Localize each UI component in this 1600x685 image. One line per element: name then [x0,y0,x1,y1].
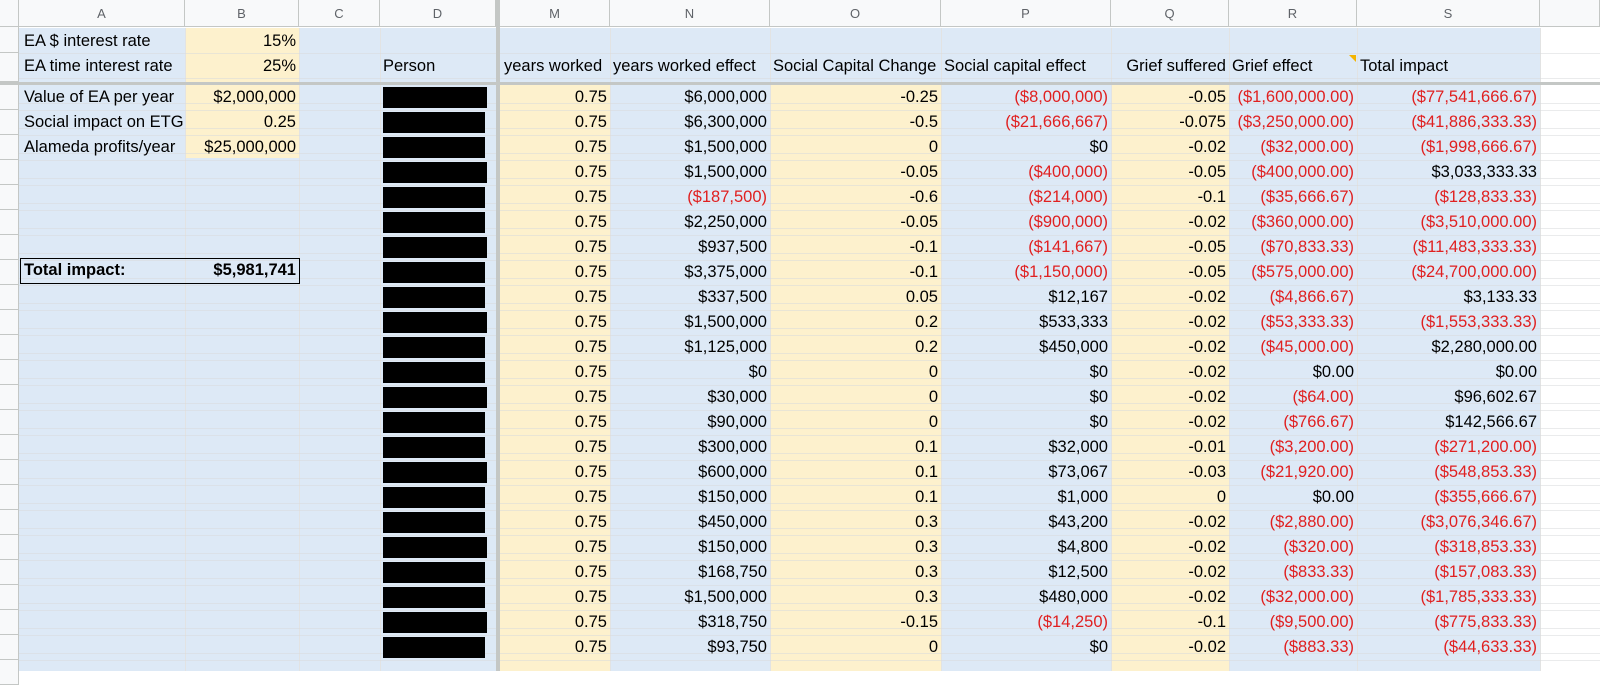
grief-effect-cell[interactable]: ($320.00) [1283,538,1354,556]
redacted-person-name [383,312,487,333]
grief-suffered-cell[interactable]: -0.02 [1188,413,1226,431]
row-header[interactable] [0,335,19,360]
grief-effect-cell[interactable]: ($53,333.33) [1260,313,1354,331]
col-header-s[interactable]: S [1357,0,1540,27]
redacted-person-name [383,387,487,408]
social-capital-effect-cell[interactable]: ($400,000) [1028,163,1108,181]
grief-suffered-cell[interactable]: -0.02 [1188,363,1226,381]
param-alameda-label[interactable]: Alameda profits/year [24,138,176,156]
row-header[interactable] [0,635,19,660]
years-worked-cell[interactable]: 0.75 [574,388,607,406]
years-worked-cell[interactable]: 0.75 [574,588,607,606]
redacted-person-name [383,512,485,533]
years-worked-cell[interactable]: 0.75 [574,413,607,431]
redacted-person-name [383,362,485,383]
grief-effect-cell[interactable]: ($3,200.00) [1269,438,1354,456]
social-capital-change-cell[interactable]: 0.2 [915,313,938,331]
param-social-label[interactable]: Social impact on ETG [24,113,184,131]
total-impact-label[interactable]: Total impact: [24,261,126,279]
grief-effect-cell[interactable]: ($64.00) [1292,388,1354,406]
row-header[interactable] [0,435,19,460]
row-header[interactable] [0,110,19,135]
total-impact-cell[interactable]: ($24,700,000.00) [1411,263,1537,281]
param-ea-time-value[interactable]: 25% [262,57,296,75]
header-total-impact[interactable]: Total impact [1360,57,1449,75]
grief-suffered-cell[interactable]: -0.02 [1188,538,1226,556]
redacted-person-name [383,537,487,558]
grief-effect-cell[interactable]: ($833.33) [1283,563,1354,581]
row-header[interactable] [0,360,19,385]
header-years-worked-effect[interactable]: years worked effect [613,57,756,75]
col-header-q[interactable]: Q [1111,0,1229,27]
grief-suffered-cell[interactable]: -0.05 [1188,163,1226,181]
row-header[interactable] [0,85,19,110]
years-worked-cell[interactable]: 0.75 [574,638,607,656]
grief-effect-cell[interactable]: ($35,666.67) [1260,188,1354,206]
grief-effect-cell[interactable]: ($45,000.00) [1260,338,1354,356]
years-worked-effect-cell[interactable]: $2,250,000 [684,213,767,231]
redacted-person-name [383,262,485,283]
social-capital-effect-cell[interactable]: $12,500 [1048,563,1108,581]
redacted-person-name [383,287,485,308]
total-impact-cell[interactable]: ($77,541,666.67) [1411,88,1537,106]
grief-suffered-cell[interactable]: -0.02 [1188,313,1226,331]
social-capital-effect-cell[interactable]: ($1,150,000) [1014,263,1108,281]
param-value-ea-label[interactable]: Value of EA per year [24,88,175,106]
total-impact-cell[interactable]: ($1,785,333.33) [1420,588,1537,606]
total-impact-cell[interactable]: $3,033,333.33 [1431,163,1537,181]
social-capital-change-cell[interactable]: 0.3 [915,538,938,556]
years-worked-effect-cell[interactable]: $300,000 [698,438,767,456]
social-capital-change-cell[interactable]: -0.25 [900,88,938,106]
total-impact-cell[interactable]: $3,133.33 [1463,288,1537,306]
grief-suffered-cell[interactable]: -0.05 [1188,238,1226,256]
social-capital-effect-cell[interactable]: ($21,666,667) [1005,113,1108,131]
years-worked-effect-cell[interactable]: $1,500,000 [684,313,767,331]
grief-suffered-cell[interactable]: -0.02 [1188,288,1226,306]
social-capital-change-cell[interactable]: 0.3 [915,563,938,581]
redacted-person-name [383,212,485,233]
years-worked-cell[interactable]: 0.75 [574,163,607,181]
social-capital-effect-cell[interactable]: $12,167 [1048,288,1108,306]
social-capital-change-cell[interactable]: 0.1 [915,438,938,456]
right-edge [1540,28,1600,671]
social-capital-effect-cell[interactable]: ($14,250) [1037,613,1108,631]
param-social-value[interactable]: 0.25 [263,113,296,131]
social-capital-effect-cell[interactable]: $0 [1089,638,1108,656]
grief-suffered-cell[interactable]: -0.05 [1188,263,1226,281]
grief-suffered-cell[interactable]: -0.02 [1188,588,1226,606]
header-person[interactable]: Person [383,57,436,75]
total-impact-cell[interactable]: ($157,083.33) [1434,563,1537,581]
row-header[interactable] [0,610,19,635]
social-capital-change-cell[interactable]: 0 [928,638,938,656]
years-worked-cell[interactable]: 0.75 [574,113,607,131]
social-capital-effect-cell[interactable]: $450,000 [1039,338,1108,356]
social-capital-effect-cell[interactable]: $73,067 [1048,463,1108,481]
social-capital-change-cell[interactable]: -0.6 [909,188,938,206]
grid-line [1540,28,1541,671]
redacted-person-name [383,587,485,608]
social-capital-change-cell[interactable]: 0.3 [915,588,938,606]
total-impact-cell[interactable]: $96,602.67 [1454,388,1537,406]
social-capital-change-cell[interactable]: 0.3 [915,513,938,531]
years-worked-cell[interactable]: 0.75 [574,238,607,256]
grief-suffered-cell[interactable]: -0.02 [1188,138,1226,156]
header-social-capital-change[interactable]: Social Capital Change [773,57,937,75]
row-header[interactable] [0,135,19,160]
redacted-person-name [383,562,485,583]
social-capital-effect-cell[interactable]: $0 [1089,138,1108,156]
grief-effect-cell[interactable]: ($360,000.00) [1251,213,1354,231]
total-impact-cell[interactable]: ($548,853.33) [1434,463,1537,481]
row-header[interactable] [0,235,19,260]
row-header[interactable] [0,260,19,285]
grief-effect-cell[interactable]: ($70,833.33) [1260,238,1354,256]
row-header[interactable] [0,53,19,82]
social-capital-change-cell[interactable]: -0.05 [900,213,938,231]
social-capital-change-cell[interactable]: 0 [928,388,938,406]
grief-suffered-cell[interactable]: -0.01 [1188,438,1226,456]
row-header[interactable] [0,485,19,510]
total-impact-cell[interactable]: ($1,998,666.67) [1420,138,1537,156]
redacted-person-name [383,137,485,158]
grief-effect-cell[interactable]: ($32,000.00) [1260,138,1354,156]
years-worked-effect-cell[interactable]: ($187,500) [687,188,767,206]
social-capital-effect-cell[interactable]: ($8,000,000) [1014,88,1108,106]
years-worked-cell[interactable]: 0.75 [574,488,607,506]
years-worked-effect-cell[interactable]: $30,000 [707,388,767,406]
social-capital-effect-cell[interactable]: $43,200 [1048,513,1108,531]
header-grief-effect[interactable]: Grief effect [1232,57,1313,75]
total-impact-cell[interactable]: ($41,886,333.33) [1411,113,1537,131]
years-worked-cell[interactable]: 0.75 [574,88,607,106]
row-header[interactable] [0,310,19,335]
social-capital-change-cell[interactable]: 0 [928,413,938,431]
redacted-person-name [383,412,485,433]
years-worked-cell[interactable]: 0.75 [574,138,607,156]
total-impact-cell[interactable]: ($355,666.67) [1434,488,1537,506]
years-worked-cell[interactable]: 0.75 [574,338,607,356]
years-worked-effect-cell[interactable]: $1,500,000 [684,138,767,156]
redacted-person-name [383,337,485,358]
col-header-n[interactable]: N [610,0,770,27]
redacted-person-name [383,237,487,258]
years-worked-effect-cell[interactable]: $168,750 [698,563,767,581]
years-worked-cell[interactable]: 0.75 [574,538,607,556]
row-header[interactable] [0,560,19,585]
row-header[interactable] [0,185,19,210]
social-capital-change-cell[interactable]: 0 [928,363,938,381]
redacted-person-name [383,612,487,633]
years-worked-effect-cell[interactable]: $450,000 [698,513,767,531]
years-worked-cell[interactable]: 0.75 [574,563,607,581]
years-worked-cell[interactable]: 0.75 [574,613,607,631]
social-capital-change-cell[interactable]: 0 [928,138,938,156]
row-header[interactable] [0,510,19,535]
redacted-person-name [383,462,487,483]
col-header-t[interactable] [1540,0,1600,27]
param-ea-interest-label[interactable]: EA $ interest rate [24,32,151,50]
param-ea-time-label[interactable]: EA time interest rate [24,57,173,75]
redacted-person-name [383,162,487,183]
row-header[interactable] [0,660,19,685]
total-impact-cell[interactable]: ($271,200.00) [1434,438,1537,456]
col-header-r[interactable]: R [1229,0,1357,27]
redacted-person-name [383,637,485,658]
years-worked-effect-cell[interactable]: $6,300,000 [684,113,767,131]
total-impact-cell[interactable]: $2,280,000.00 [1431,338,1537,356]
redacted-person-name [383,87,487,108]
social-capital-change-cell[interactable]: 0.2 [915,338,938,356]
years-worked-cell[interactable]: 0.75 [574,438,607,456]
total-impact-cell[interactable]: ($44,633.33) [1443,638,1537,656]
years-worked-effect-cell[interactable]: $1,500,000 [684,163,767,181]
total-impact-cell[interactable]: ($128,833.33) [1434,188,1537,206]
social-capital-effect-cell[interactable]: $0 [1089,388,1108,406]
social-capital-effect-cell[interactable]: $480,000 [1039,588,1108,606]
years-worked-effect-cell[interactable]: $93,750 [707,638,767,656]
years-worked-effect-cell[interactable]: $90,000 [707,413,767,431]
years-worked-cell[interactable]: 0.75 [574,263,607,281]
total-impact-cell[interactable]: ($3,510,000.00) [1420,213,1537,231]
years-worked-effect-cell[interactable]: $600,000 [698,463,767,481]
row-header[interactable] [0,410,19,435]
social-capital-change-cell[interactable]: -0.1 [909,238,938,256]
social-capital-effect-cell[interactable]: $0 [1089,413,1108,431]
years-worked-cell[interactable]: 0.75 [574,363,607,381]
years-worked-effect-cell[interactable]: $150,000 [698,488,767,506]
grief-effect-cell[interactable]: ($1,600,000.00) [1237,88,1354,106]
total-impact-cell[interactable]: ($11,483,333.33) [1412,238,1537,256]
social-capital-change-cell[interactable]: 0.1 [915,463,938,481]
total-impact-value[interactable]: $5,981,741 [213,261,296,279]
grief-effect-cell[interactable]: $0.00 [1312,488,1354,506]
grief-effect-cell[interactable]: $0.00 [1312,363,1354,381]
row-header[interactable] [0,535,19,560]
social-capital-change-cell[interactable]: -0.5 [909,113,938,131]
grief-effect-cell[interactable]: ($4,866.67) [1269,288,1354,306]
header-grief-suffered[interactable]: Grief suffered [1126,57,1226,75]
grief-effect-cell[interactable]: ($2,880.00) [1269,513,1354,531]
grief-effect-cell[interactable]: ($883.33) [1283,638,1354,656]
grief-suffered-cell[interactable]: -0.02 [1188,213,1226,231]
col-header-a[interactable]: A [19,0,185,27]
grid-line [380,28,381,671]
years-worked-effect-cell[interactable]: $337,500 [698,288,767,306]
grief-effect-cell[interactable]: ($766.67) [1283,413,1354,431]
total-impact-cell[interactable]: ($1,553,333.33) [1420,313,1537,331]
total-impact-cell[interactable]: ($318,853.33) [1434,538,1537,556]
row-header[interactable] [0,585,19,610]
total-impact-cell[interactable]: $0.00 [1495,363,1537,381]
total-impact-cell[interactable]: $142,566.67 [1445,413,1537,431]
social-capital-change-cell[interactable]: -0.05 [900,163,938,181]
grief-effect-cell[interactable]: ($21,920.00) [1260,463,1354,481]
years-worked-effect-cell[interactable]: $0 [748,363,767,381]
social-capital-change-cell[interactable]: -0.1 [909,263,938,281]
social-capital-effect-cell[interactable]: $4,800 [1057,538,1108,556]
comment-indicator[interactable] [1349,55,1356,62]
years-worked-effect-cell[interactable]: $3,375,000 [684,263,767,281]
social-capital-effect-cell[interactable]: $32,000 [1048,438,1108,456]
redacted-person-name [383,437,485,458]
years-worked-cell[interactable]: 0.75 [574,463,607,481]
grief-effect-cell[interactable]: ($9,500.00) [1269,613,1354,631]
col-header-d[interactable]: D [380,0,496,27]
param-alameda-value[interactable]: $25,000,000 [204,138,296,156]
social-capital-change-cell[interactable]: 0.1 [915,488,938,506]
row-header[interactable] [0,460,19,485]
social-capital-change-cell[interactable]: 0.05 [905,288,938,306]
header-social-capital-effect[interactable]: Social capital effect [944,57,1086,75]
years-worked-effect-cell[interactable]: $318,750 [698,613,767,631]
social-capital-effect-cell[interactable]: ($214,000) [1028,188,1108,206]
grief-suffered-cell[interactable]: -0.03 [1188,463,1226,481]
social-capital-effect-cell[interactable]: $1,000 [1057,488,1108,506]
years-worked-cell[interactable]: 0.75 [574,288,607,306]
grief-suffered-cell[interactable]: -0.1 [1197,613,1226,631]
years-worked-effect-cell[interactable]: $150,000 [698,538,767,556]
grief-suffered-cell[interactable]: -0.02 [1188,513,1226,531]
years-worked-effect-cell[interactable]: $1,125,000 [684,338,767,356]
row-header[interactable] [0,210,19,235]
col-header-c[interactable]: C [299,0,380,27]
col-header-m[interactable]: M [500,0,610,27]
grief-effect-cell[interactable]: ($3,250,000.00) [1237,113,1354,131]
grief-suffered-cell[interactable]: -0.02 [1188,563,1226,581]
redacted-person-name [383,187,485,208]
redacted-person-name [383,487,485,508]
col-header-p[interactable]: P [941,0,1111,27]
row-header[interactable] [0,27,19,53]
years-worked-cell[interactable]: 0.75 [574,213,607,231]
row-header[interactable] [0,385,19,410]
grid-line [19,660,1600,661]
years-worked-effect-cell[interactable]: $1,500,000 [684,588,767,606]
grief-effect-cell[interactable]: ($400,000.00) [1251,163,1354,181]
years-worked-effect-cell[interactable]: $937,500 [698,238,767,256]
corner-select-all[interactable] [0,0,19,27]
col-header-b[interactable]: B [185,0,299,27]
grid-line [299,28,300,671]
row-header[interactable] [0,160,19,185]
grief-suffered-cell[interactable]: -0.1 [1197,188,1226,206]
years-worked-cell[interactable]: 0.75 [574,313,607,331]
param-value-ea-value[interactable]: $2,000,000 [213,88,296,106]
social-capital-effect-cell[interactable]: ($141,667) [1028,238,1108,256]
years-worked-cell[interactable]: 0.75 [574,513,607,531]
grief-effect-cell[interactable]: ($32,000.00) [1260,588,1354,606]
param-ea-interest-value[interactable]: 15% [262,32,296,50]
social-capital-effect-cell[interactable]: $533,333 [1039,313,1108,331]
total-impact-cell[interactable]: ($775,833.33) [1434,613,1537,631]
grief-suffered-cell[interactable]: -0.02 [1188,338,1226,356]
grief-suffered-cell[interactable]: -0.02 [1188,638,1226,656]
grief-suffered-cell[interactable]: -0.02 [1188,388,1226,406]
social-capital-effect-cell[interactable]: ($900,000) [1028,213,1108,231]
social-capital-change-cell[interactable]: -0.15 [900,613,938,631]
years-worked-cell[interactable]: 0.75 [574,188,607,206]
social-capital-effect-cell[interactable]: $0 [1089,363,1108,381]
grief-suffered-cell[interactable]: -0.075 [1179,113,1226,131]
grief-effect-cell[interactable]: ($575,000.00) [1251,263,1354,281]
header-years-worked[interactable]: years worked [504,57,603,75]
row-header[interactable] [0,285,19,310]
grief-suffered-cell[interactable]: -0.05 [1188,88,1226,106]
grief-suffered-cell[interactable]: 0 [1216,488,1226,506]
years-worked-effect-cell[interactable]: $6,000,000 [684,88,767,106]
redacted-person-name [383,112,485,133]
total-impact-cell[interactable]: ($3,076,346.67) [1420,513,1537,531]
col-header-o[interactable]: O [770,0,941,27]
